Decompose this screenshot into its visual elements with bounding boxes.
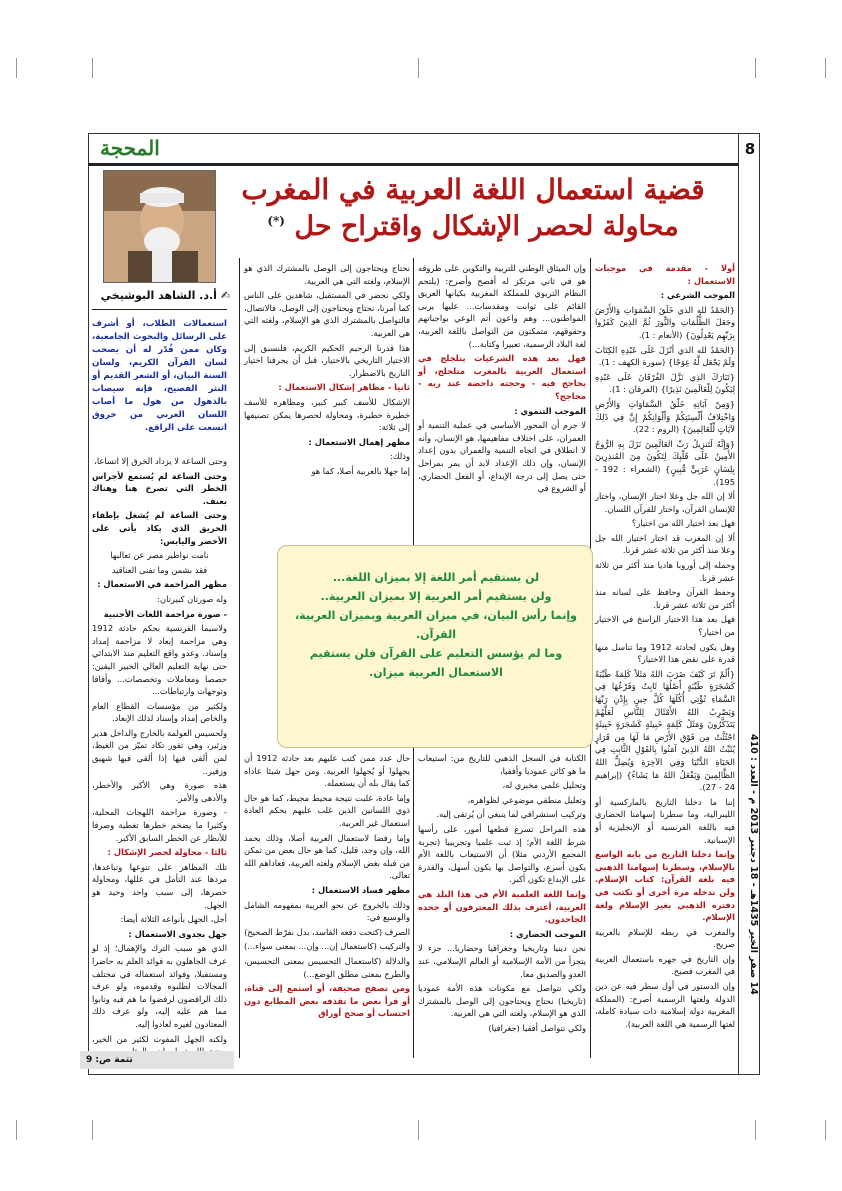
page-number: 8: [744, 140, 756, 158]
column-1: [595, 262, 735, 1062]
pull-quote-text: [292, 568, 580, 682]
author-byline: [100, 289, 230, 302]
crop-mark: [92, 58, 93, 78]
continued-label: تتمة ص: 9: [80, 1051, 234, 1069]
paragraph: والدلالة (كاستعمال التحسيس بمعنى التحسيس، والطرح بمعنى مطلق الوضع...): [244, 955, 410, 979]
subheading: ثالثا - محاولة لحصر الإشكال :: [107, 847, 227, 858]
paragraph: فهل بعد هذه الشرعيات يتلجلج في استعمال العربية بالمغرب متلجلج، أو يحاجج فيه - وحجته داحضة عند ربه - محاجج؟: [418, 353, 586, 401]
intro-rule: [92, 309, 227, 310]
paragraph: وإن الميثاق الوطني للتربية والتكوين على ظروفه هو في ثاني مرتكز له أفصح وأصرح: (يلتحم النظام التربوي للمملكة المغربية بكيانها العريق القائم على ثوابت ومقدسات... عليها يربى المواطنون... وهم واعون أتم الوعي بواجباتهم وحقوقهم، متمكنون من التواصل باللغة العربية، لغة البلاد الرسمية، تعبيرا وكتابة...): [418, 263, 586, 349]
paragraph: حال عدد ممن كتب عليهم بعد حادثة 1912 أن يجهلوا أو يُجهلوا العربية. ومن جهل شيئا عاداه كما يقال بله أن يستعمله.: [244, 753, 410, 789]
paragraph: وهل يكون لحادثة 1912 وما تناسل منها قدرة على نقض هذا الاختيار؟: [595, 641, 735, 665]
verse-line: فقد بشمن وما تفنى العناقيد: [111, 564, 208, 575]
crop-mark: [16, 58, 17, 78]
paragraph: وذلك:: [389, 451, 410, 462]
paragraph: الصرف (كتحت دفعه الفاسد، بدل نفرّط الصحيح): [244, 926, 410, 937]
paragraph: وإما عادة، غلبت نتيجة محيط مجيط، كما هو حال ذوي اللسانين الذين غلب عليهم بحكم العادة استعمال غير العربية.: [244, 792, 410, 828]
paragraph: ومن تصفح صحيفة، أو استمع إلى قناة، أو قرأ بعض ما تقذفه بعض المطابع دون احتساب أو صحح أوراق: [244, 983, 410, 1019]
footnote-mark: (*): [267, 214, 285, 228]
column-2-bottom: [418, 752, 586, 1058]
subheading: مظهر فساد الاستعمال :: [311, 884, 410, 895]
subheading: جهل بجدوى الاستعمال :: [128, 928, 227, 939]
paragraph: ولكي نتواصل مع مكونات هذه الأمة عموديا (تاريخيا) نحتاج ويحتاجون إلى الوصل بالمشترك الذي هو الإسلام، ولغته التي هي العربية.: [418, 983, 586, 1019]
paragraph: والتركيب (كاستعمال إن... وإن... بمعنى سواء...): [244, 941, 410, 952]
paragraph: {الحَمْدُ لله الذي خَلَقَ السَّمَوَاتِ وَالأَرْضَ وجَعَلَ الظُّلُمَاتِ والنُّورَ ثُمَّ الذِينَ كَفَرُوا بِرَبِّهِم يَعْدِلُونَ} (الأنعام : 1).: [595, 304, 735, 340]
paragraph: أجل، الجهل بأنواعه الثلاثة أيضا:: [120, 914, 227, 925]
paragraph: الذي هو سبب الترك والإهمال؛ إذ لو عرف الجاهلون به فوائد العلم به حاضرا ومستقبلا، وفوائد استعماله في مختلف المجالات لطلبوه وقدموه، ولو عرف ذلك الرافضون لرفضوا ما هم فيه وتابوا مما هم عليه إليه، ولو عرف ذلك المعتادون لغيره لعادوا إليه.: [92, 943, 227, 1029]
column-4: [92, 455, 227, 1047]
pull-quote: [277, 545, 593, 748]
paragraph: هذه المراحل تسرع قطعها أمور، على رأسها شرط اللغة الأم؛ إذ ثبت علميا وتجريبيا (تجربة المجمع الأردني مثلا) أن الاستيعاب باللغة الأم يكون أسرع، والتواصل بها يكون أسهل، والقدرة على الإبداع تكون أكبر.: [418, 823, 586, 885]
paragraph: وإنما دخلنا التاريخ من بابه الواسع بالإسلام، وسطرنا إسهامنا الذهبي فيه بلغة القرآن: كتاب الإسلام. ولن ندخله مرة أخرى أو نكتب في دفتره الذهبي بغير الإسلام ولغة الإسلام.: [595, 849, 735, 923]
paragraph: تلك المظاهر على تنوعها وتباعدها، مردها عند التأمل في عللها، ومحاولة حصرها، إلى سبب واحد وحيد هو الجهل.: [92, 861, 227, 910]
subheading: مظهر إهمال الاستعمال :: [308, 436, 410, 447]
paragraph: وتعليل منطقي موضوعي لظواهره،: [467, 794, 586, 805]
quote-line: ولن يستقيم أمر العربية إلا بميزان العربية..: [320, 590, 552, 603]
paragraph: وإن التاريخ في جهره باستعمال العربية في المغرب فصيح.: [595, 953, 735, 977]
pen-icon: ✍: [216, 289, 230, 302]
paragraph: فهل بعد هذا الاختيار الراسخ في الاختيار من اختيار؟: [595, 614, 735, 638]
paragraph: - وصورة مزاحمة اللهجات المحلية، وكثيرا ما يضخم خطرها تغطية وصرفا للأنظار عن الخطر السابق الأكبر.: [92, 807, 227, 843]
paragraph: وحفظ القرآن وحافظ على لسانه منذ أكثر من ثلاثة عشر قرنا.: [595, 587, 735, 610]
paragraph: وحتى الساعة لا يزداد الخرق إلا اتساعا،: [94, 456, 227, 466]
column-3-bottom: [244, 752, 410, 1058]
paragraph: ولحسيس العولمة بالخارج والداخل هدير وزئير، وهي تقور تكاد تميّز من الغيظ، لمن ألقى فيها إذا ألقي فيها شهيق وزفير..: [92, 727, 227, 776]
paragraph: لا جرم أن المحور الأساسي في عملية التنمية أو العمران، على اختلاف مفاهيمها، هو الإنسان، وأنه لا انطلاق في اتجاه التنمية والعمران بدون إعداد الإنسان، وإن ذلك الإعداد لابد أن يمر بمراحل حتى يصل إلى درجة الإبداع، أو الفعل الحضاري، أو الشروع في: [418, 420, 586, 494]
crop-mark: [755, 1120, 756, 1140]
heading: أولا - مقدمة في موجبات الاستعمال :: [595, 263, 735, 286]
paragraph: وتركيب استشرافي لما ينبغي أن يُرتقى إليه.: [436, 809, 586, 820]
paragraph: وإن الدستور في أول سطر فيه عن دين الدولة ولغتها الرسمية أصرح: (المملكة المغربية دولة إسلامية ذات سيادة كاملة، لغتها الرسمية هي اللغة العربية).: [595, 981, 735, 1029]
paragraph: وتحليل علمي مخبري له،: [502, 780, 586, 791]
paragraph: {وَمِنْ آيَاتِهِ خَلْقُ السَّمَاوَاتِ وَالأَرْضِ وَاخْتِلافُ أَلْسِنَتِكُمْ وَأَلْوَانِكُمْ إِنَّ فِي ذَلِكَ لآيَاتٍ لِّلْعَالِمِينَ} (الروم : 22).: [595, 398, 735, 435]
article-subtitle: [218, 211, 728, 242]
paragraph: وذلك بالخروج عن نحو العربية بمفهومه الشامل والوسيع في:: [244, 899, 410, 923]
intro-text: استعمالات الطلاب، أو أشرف على الرسائل والبحوث الجامعية، وكان ممن قُدّر له أن يصحب لسان القرآن الكريم، ولسان السنة البيان، أو الشعر القديم أو النثر الفصيح، فإنه سيصاب بالذهول من هول ما أصاب اللسان العربي من خروق اتسعت على الراقع.: [92, 319, 227, 433]
verse-line: نامت نواطير مصر عن ثعالبها: [110, 550, 209, 561]
paragraph: نحتاج ويحتاجون إلى الوصل بالمشترك الذي هو الإسلام، ولغته التي هي العربية.: [244, 263, 410, 286]
paragraph: والمغرب في ربطه للإسلام بالعربية صريح.: [595, 926, 735, 950]
crop-mark: [825, 1120, 826, 1140]
crop-mark: [418, 58, 419, 78]
subtitle-text: محاولة لحصر الإشكال واقتراح حل: [294, 211, 679, 242]
subheading: مظهر المزاحمة في الاستعمال :: [97, 579, 227, 590]
quote-line: وما لم يؤسس التعليم على القرآن فلن يستقيم الاستعمال العربية ميزان.: [309, 647, 563, 679]
article-title: قضية استعمال اللغة العربية في المغرب: [241, 173, 705, 206]
subheading: الموجب الشرعي :: [660, 290, 735, 301]
column-3-top: [244, 262, 410, 545]
paragraph: ولاسيما الفرنسية بحكم حادثة 1912 وهي مزاحمة إبعاد لا مزاحمة إمداد وإسناد. وعدو واقع التعليم منذ الابتدائي حتى نهاية التعليم العالي الخبير اليقين: حصصا ومعاملات وتخصصات... وأفاقا وتوجهات وارتباطات...: [92, 623, 227, 697]
paragraph: وحمله إلى أوروبا هاديا منذ أكثر من ثلاثة عشر قرنا.: [595, 560, 735, 583]
subheading: ثانيا - مظاهر إشكال الاستعمال :: [278, 382, 410, 393]
issue-line: 14 صفر الخير 1435هـ - 18 دجنبر 2013 م - العدد : 410: [748, 734, 759, 995]
section-title: المحجة: [100, 136, 160, 160]
paragraph: ولكثير من مؤسسات القطاع العام والخاص إمداد وإسناد لذلك الإبعاد.: [92, 700, 227, 724]
paragraph: الكتابة في السجل الذهبي للتاريخ من: استيعاب ما هو كائن عموديا وأفقيا،: [418, 753, 586, 776]
paragraph: فهل بعد اختيار الله من اختيار؟: [631, 518, 735, 529]
paragraph: {تَبَارَكَ الذِي نَزَّلَ الفُرْقَانَ عَلَى عَبْدِهِ لِيَكُونَ لِلْعَالَمِينَ نَذِيرًا} (الفرقان : 1).: [595, 371, 735, 395]
paragraph: ولكي نتواصل أفقيا (جغرافيا): [488, 1022, 586, 1033]
paragraph: ألا إن الله جل وعلا اختار الإنسان، واختار للإنسان القرآن، واختار للقرآن اللسان.: [595, 491, 735, 514]
author-photo: [103, 170, 216, 283]
crop-mark: [92, 1120, 93, 1140]
crop-mark: [825, 58, 826, 78]
paragraph: {أَلَمْ تَرَ كَيْفَ ضَرَبَ اللهُ مَثَلاً كَلِمَةً طَيِّبَةً كَشَجَرَةٍ طَيِّبَةٍ أَصْلُهَا ثَابِتٌ وَفَرْعُهَا فِي السَّمَاءِ تُؤْتِي أُكُلَهَا كُلَّ حِينٍ بِإِذْنِ رَبِّهَا وَيَضْرِبُ اللهُ الأَمْثَالَ لِلنَّاسِ لَعَلَّهُمْ يَتَذَكَّرُونَ وَمَثَلُ كَلِمَةٍ خَبِيثَةٍ كَشَجَرَةٍ خَبِيثَةٍ اجْتُثَّتْ مِن فَوْقِ الأَرْضِ مَا لَهَا مِن قَرَارٍ يُثَبِّتُ اللهُ الذِينَ آمَنُوا بِالقَوْلِ الثَّابِتِ فِي الحَيَاةِ الدُّنْيَا وَفِي الآخِرَةِ وَيُضِلُّ اللهُ الظَّالِمِينَ وَيَفْعَلُ اللهُ مَا يَشَاءُ} (إبراهيم 24 - 27).: [595, 668, 735, 793]
column-2-top: [418, 262, 586, 545]
paragraph: وإنما اللغة العلمية الأم في هذا البلد هي العربية، أعترف بذلك المعترفون أو جحده الجاحدون.: [418, 888, 586, 925]
crop-mark: [755, 58, 756, 78]
column-rule: [239, 258, 240, 1058]
paragraph: وله صورتان كبيرتان:: [157, 593, 227, 604]
crop-mark: [16, 1120, 17, 1140]
paragraph: - صورة مزاحمة اللغات الأجنبية: [103, 608, 227, 619]
paragraph: إننا ما دخلنا التاريخ بالماركسية أو الليبرالية، وما سطرنا إسهامنا الحضاري فيه باللغة الفرنسية أو الإنجليزية أو الإسبانية.: [595, 796, 735, 845]
paragraph: الإشكال للأسف كبير كبير، ومظاهره للأسف خطيرة خطيرة، ومحاولة لحصرها يمكن تصنيفها إلى ثلاثة:: [244, 396, 410, 433]
subheading: الموجب التنموي :: [514, 405, 586, 416]
author-name: أ.د. الشاهد البوشيخي: [100, 289, 217, 302]
quote-line: وإنما رأس البيان، في ميزان العربية وبميزان العربية، القرآن.: [294, 609, 578, 641]
paragraph: وإما رفضا لاستعمال العربية أصلا، وذلك بحمد الله، وإن وجد، قليل، كما هو حال بعض من تمكن من قبله بغض الإسلام ولغته العربية، فعاداهم الله تعالى.: [244, 832, 410, 881]
quote-line: لن يستقيم أمر اللغة إلا بميزان اللغة...: [332, 571, 540, 584]
paragraph: إما جهلا بالعربية أصلا، كما هو: [311, 465, 410, 476]
paragraph: نحن دينيا وتاريخيا وجغرافيا وحضاريا... جزء لا يتجزأ من الأمة الإسلامية أو العالم الإسلامي، عند العدو والصديق معا.: [418, 943, 586, 979]
paragraph: {وَإِنَّهُ لَتَنزِيلُ رَبِّ العَالَمِينَ نَزَلَ بِهِ الرُّوحُ الأَمِينُ عَلَى قَلْبِكَ لِتَكُونَ مِنَ المُنذِرِينَ بِلِسَانٍ عَرَبِيٍّ مُّبِينٍ} (الشعراء : 192 - 195).: [595, 438, 735, 487]
paragraph: وحتى الساعة لم يُستمع لأجراس الخطر التي تصرخ هنا وهناك بعنف.: [92, 470, 227, 506]
paragraph: ولكنه الجهل المفوت لكثير من الخير،: [92, 1033, 227, 1044]
paragraph: وحتى الساعة لم يُشغل بإطفاء الحريق الذي يكاد يأتي على الأخضر واليابس:: [92, 510, 227, 546]
section-divider: [88, 163, 738, 166]
crop-mark: [418, 1120, 419, 1140]
paragraph: هذا قدرنا الرحيم الحكيم الكريم، فلنسبق إلى الاختيار التاريخي بالاختيار، قبل أن يجرفنا اختيار التاريخ بالاضطرار.: [244, 342, 410, 378]
paragraph: هذه صورة وهي الأكبر والأخطر، والأدهى والأمر.: [92, 780, 227, 803]
paragraph: ولكي نحضر في المستقبل، شاهدين على الناس كما أمرنا، نحتاج ويحتاجون إلى الوصل، فالاتصال، فالتواصل بالمشترك الذي هو الإسلام، ولغته التي هي العربية.: [244, 290, 410, 338]
paragraph: ألا إن المغرب قد اختار اختيار الله جل وعلا منذ أكثر من ثلاثة عشر قرنا.: [595, 532, 735, 556]
paragraph: {الحَمْدُ لله الذي أنْزَلَ عَلَى عَبْدِهِ الكِتَابَ وَلَمْ يَجْعَل لَّهُ عِوَجًا} (سورة الكهف : 1).: [595, 344, 735, 368]
subheading: الموجب الحضاري :: [509, 928, 586, 939]
